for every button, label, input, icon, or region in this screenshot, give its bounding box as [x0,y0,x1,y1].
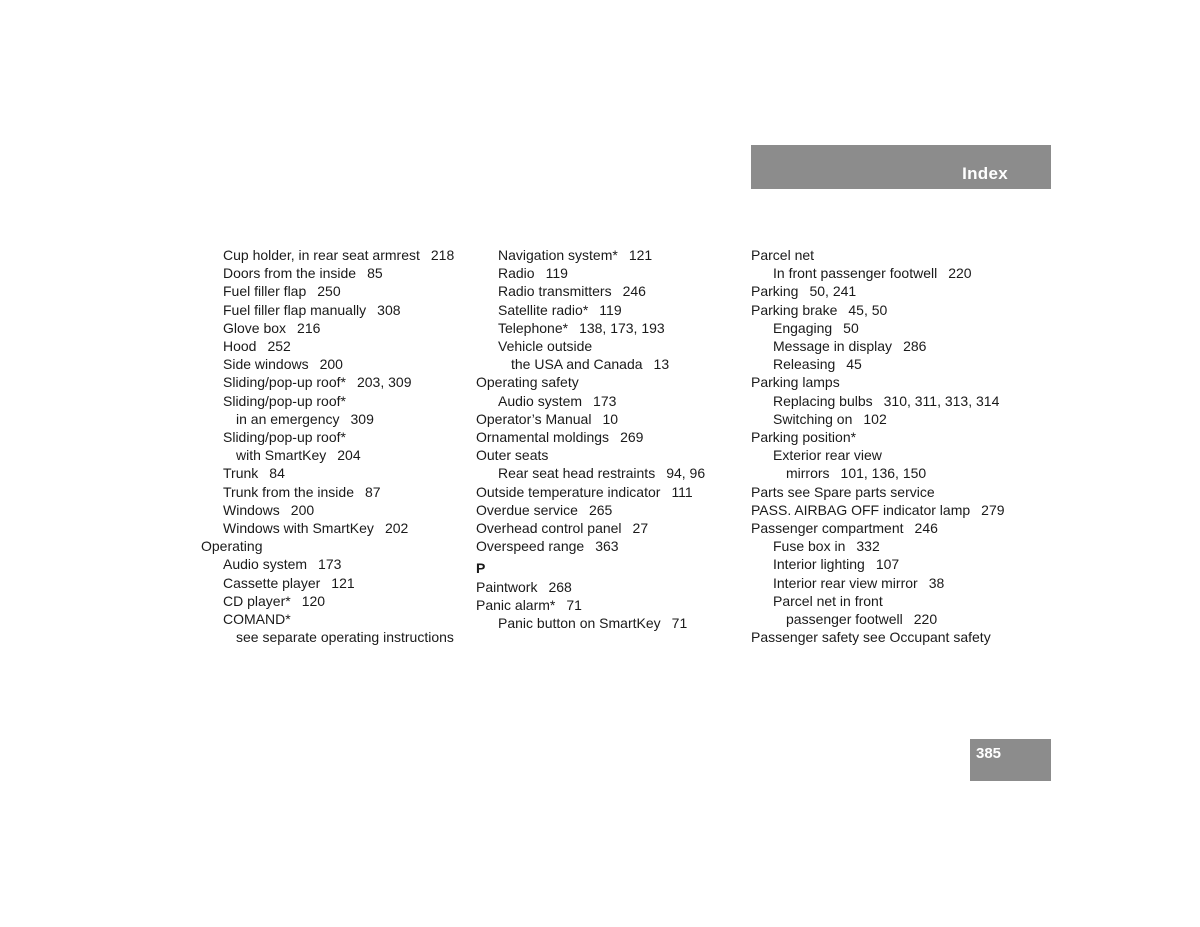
index-entry [476,355,746,373]
index-entry-pages: 87 [364,483,381,500]
index-entry-pages: 268 [548,578,572,595]
index-entry-term: Interior rear view mirror [773,574,918,591]
index-entry [476,319,746,337]
index-entry-term: COMAND* [223,611,291,628]
index-entry-pages: 250 [317,283,341,300]
index-entry [751,555,1021,573]
page-number: 385 [976,745,1002,762]
index-entry-term: Operating [201,538,263,555]
index-entry [476,392,746,410]
index-entry-term: Doors from the inside [223,265,357,282]
index-entry [201,301,471,319]
index-entry-pages: 107 [875,556,900,573]
index-entry [201,537,471,555]
index-entry [476,282,746,300]
index-entry [476,428,746,446]
index-entry [476,501,746,519]
index-entry-term: Telephone* [498,319,569,336]
index-entry-pages: 138, 173, 193 [579,319,665,336]
index-entry-term: Ornamental moldings [476,429,610,446]
index-entry [751,464,1021,482]
index-entry-term: Overhead control panel [476,520,622,537]
index-entry-term: In front passenger footwell [773,265,938,282]
index-entry-term: Windows [223,501,280,518]
index-entry-term: Parcel net in front [773,592,883,609]
index-entry-term: Sliding/pop-up roof* [223,374,346,391]
index-entry-term: Parcel net [751,247,815,263]
page-number-box [970,739,1051,781]
index-entry [201,501,471,519]
index-entry [201,282,471,300]
index-entry-pages: 10 [602,410,619,427]
index-entry-term: Switching on [773,410,853,427]
index-entry [201,410,471,428]
index-entry [201,464,471,482]
index-entry [476,410,746,428]
index-entry-term: Navigation system* [498,247,618,263]
index-entry-pages: 111 [671,483,693,500]
index-entry-term: Cup holder, in rear seat armrest [223,247,420,263]
index-entry-pages: 332 [856,538,880,555]
index-entry [476,519,746,537]
index-letter-heading: P [476,560,486,577]
index-entry-pages: 101, 136, 150 [840,465,927,482]
index-entry-term: Passenger safety see Occupant safety [751,629,991,646]
index-entry-term: Panic button on SmartKey [498,615,661,632]
index-entry [476,264,746,282]
index-entry-term: Fuse box in [773,538,846,555]
index-entry-pages: 203, 309 [356,374,412,391]
index-entry [751,592,1021,610]
index-entry [201,246,471,264]
index-entry [751,446,1021,464]
index-entry-term: Rear seat head restraints [498,465,656,482]
index-entry-term: Parts see Spare parts service [751,483,935,500]
index-entry-term: Fuel filler flap manually [223,301,367,318]
index-entry-pages: 308 [377,301,401,318]
index-entry-pages: 220 [948,265,972,282]
index-entry [476,301,746,319]
index-entry-pages: 71 [671,615,688,632]
index-entry-term: Paintwork [476,578,538,595]
index-entry-term: see separate operating instructions [236,629,454,646]
index-entry-term: mirrors [786,465,830,482]
index-entry [201,264,471,282]
index-entry [751,355,1021,373]
index-entry-pages: 50, 241 [809,283,857,300]
index-entry-term: Outer seats [476,447,549,464]
index-entry [476,537,746,555]
index-entry [476,464,746,482]
index-entry-term: Interior lighting [773,556,865,573]
index-entry-pages: 119 [545,265,568,282]
index-entry-pages: 202 [384,520,409,537]
index-entry-term: Radio [498,265,535,282]
index-entry [476,246,746,264]
index-entry [751,574,1021,592]
index-entry-term: Replacing bulbs [773,392,873,409]
index-entry [751,628,1021,646]
index-entry-term: passenger footwell [786,611,903,628]
index-entry-term: Cassette player [223,574,321,591]
index-entry-pages: 84 [269,465,285,482]
index-entry [201,428,471,446]
index-entry-pages: 38 [928,574,945,591]
index-entry [476,614,746,632]
index-entry [751,610,1021,628]
index-entry-term: Passenger compartment [751,520,904,537]
index-entry-pages: 121 [628,247,653,263]
index-entry-term: Fuel filler flap [223,283,307,300]
index-entry-term: Sliding/pop-up roof* [223,429,346,446]
index-entry-pages: 173 [318,556,342,573]
index-entry [201,446,471,464]
index-entry-term: Releasing [773,356,836,373]
index-entry-pages: 286 [903,338,927,355]
index-entry-term: Engaging [773,319,833,336]
index-entry-term: Parking position* [751,429,857,446]
index-entry [201,519,471,537]
index-entry [751,301,1021,319]
index-entry [476,373,746,391]
index-entry-term: Radio transmitters [498,283,612,300]
index-entry [476,596,746,614]
index-entry [476,578,746,596]
index-entry-term: Panic alarm* [476,596,556,613]
index-entry [751,319,1021,337]
index-entry-pages: 173 [593,392,617,409]
index-entry-term: Message in display [773,338,893,355]
section-title: Index [962,164,1008,183]
index-entry [476,337,746,355]
index-entry [751,373,1021,391]
index-entry-pages: 71 [566,596,582,613]
index-entry-term: PASS. AIRBAG OFF indicator lamp [751,501,971,518]
index-entry-pages: 121 [331,574,355,591]
index-entry [751,483,1021,501]
index-entry-term: with SmartKey [236,447,327,464]
index-entry-term: Operating safety [476,374,579,391]
index-entry [201,319,471,337]
index-entry-term: the USA and Canada [511,356,643,373]
index-column-1 [201,246,471,646]
index-entry [201,483,471,501]
index-entry [751,501,1021,519]
index-entry [751,264,1021,282]
index-entry-term: Audio system [498,392,583,409]
index-entry [201,355,471,373]
index-entry-pages: 220 [913,611,938,628]
index-entry [201,610,471,628]
index-column-3 [751,246,1021,646]
index-entry [751,537,1021,555]
index-entry [201,337,471,355]
index-entry-pages: 94, 96 [666,465,706,482]
index-entry-term: Overspeed range [476,538,585,555]
index-entry-pages: 363 [595,538,619,555]
index-entry-term: Satellite radio* [498,301,589,318]
index-entry-pages: 246 [914,520,938,537]
index-entry-term: Hood [223,338,257,355]
index-entry [476,483,746,501]
index-entry-pages: 269 [620,429,644,446]
index-entry-pages: 45 [846,356,862,373]
index-entry-term: Parking lamps [751,374,840,391]
index-entry [201,592,471,610]
index-entry [751,428,1021,446]
index-entry-term: Operator’s Manual [476,410,592,427]
index-entry [201,555,471,573]
index-entry [201,373,471,391]
index-entry [751,337,1021,355]
index-entry [751,282,1021,300]
index-entry [751,392,1021,410]
index-entry-pages: 50 [843,319,859,336]
index-entry [751,519,1021,537]
index-entry [476,446,746,464]
index-entry-term: Glove box [223,319,287,336]
index-entry-pages: 13 [653,356,670,373]
index-entry [751,410,1021,428]
index-entry-pages: 45, 50 [848,301,888,318]
index-entry-pages: 102 [863,410,887,427]
index-entry-term: Audio system [223,556,308,573]
index-entry-term: in an emergency [236,410,340,427]
index-entry-pages: 279 [981,501,1005,518]
index-entry-term: Parking [751,283,799,300]
index-entry-pages: 309 [350,410,374,427]
index-entry-term: Sliding/pop-up roof* [223,392,346,409]
index-entry [751,246,1021,264]
section-tab [751,145,1051,189]
index-entry-pages: 252 [267,338,291,355]
index-entry-term: Parking brake [751,301,838,318]
index-entry [201,574,471,592]
index-entry-pages: 200 [319,356,343,373]
index-entry-term: Overdue service [476,501,578,518]
index-entry-pages: 265 [588,501,613,518]
index-entry [201,628,471,646]
index-entry-pages: 120 [301,592,326,609]
index-entry-term: Trunk [223,465,259,482]
index-entry-term: Exterior rear view [773,447,882,464]
index-column-2 [476,246,746,632]
index-entry-term: Outside temperature indicator [476,483,661,500]
index-entry-pages: 200 [290,501,315,518]
index-entry-term: Vehicle outside [498,338,593,355]
index-entry-pages: 204 [337,447,361,464]
index-entry-term: Windows with SmartKey [223,520,374,537]
index-entry-term: Trunk from the inside [223,483,354,500]
index-entry-pages: 85 [367,265,383,282]
index-entry-pages: 27 [632,520,649,537]
index-entry-pages: 119 [599,301,622,318]
index-entry-term: CD player* [223,592,291,609]
index-entry-term: Side windows [223,356,309,373]
index-entry [201,392,471,410]
index-entry-pages: 310, 311, 313, 314 [883,392,1000,409]
index-entry-pages: 218 [430,247,455,263]
index-entry-pages: 216 [297,319,321,336]
index-entry-pages: 246 [622,283,646,300]
